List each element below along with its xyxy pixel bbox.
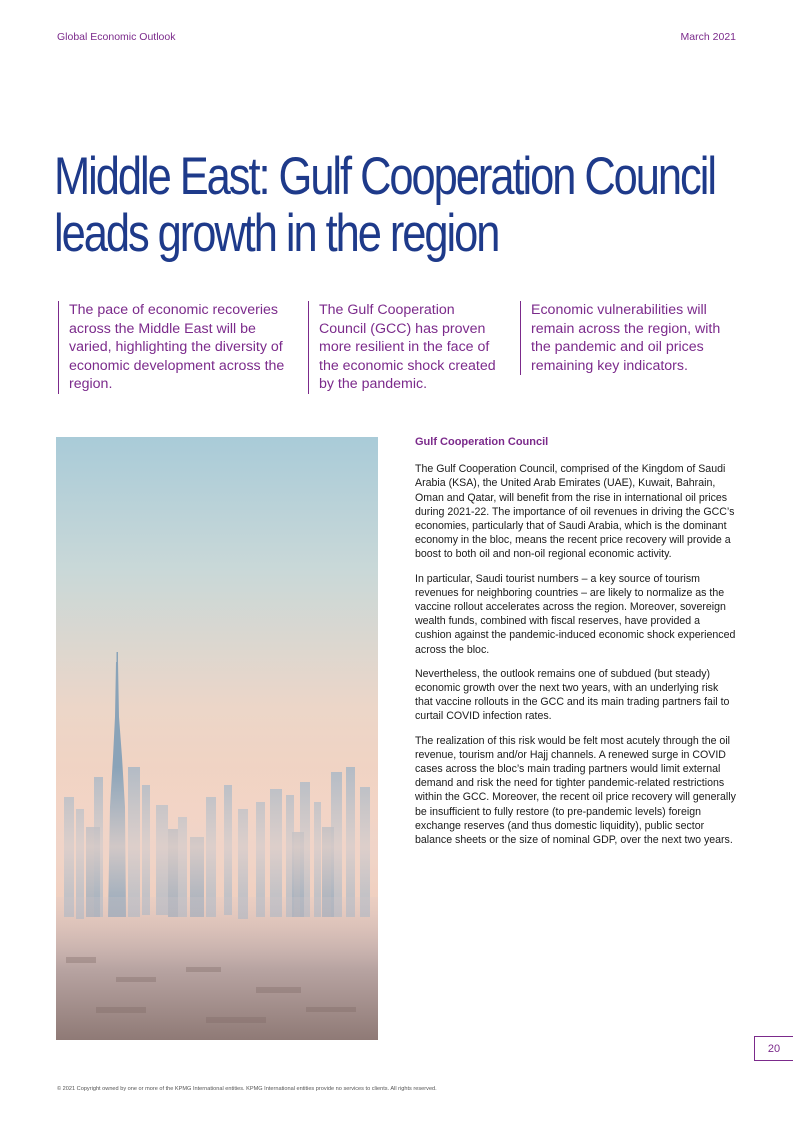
paragraph: Nevertheless, the outlook remains one of subdued (but steady) economic growth over the next two years, with an underlying risk that vaccine rollouts in the GCC and its main trading partners fail to curtail COVID infection rates. bbox=[415, 667, 730, 723]
callout-gcc-resilience: The Gulf Cooperation Council (GCC) has proven more resilient in the face of the economic shock created by the pandemic. bbox=[308, 301, 504, 394]
paragraph: The Gulf Cooperation Council, comprised of the Kingdom of Saudi Arabia (KSA), the United Arab Emirates (UAE), Kuwait, Bahrain, Oman and Qatar, will benefit from the rise in international oil prices during 2021-22. The importance of oil revenues in driving the GCC’s economies, particularly that of Saudi Arabia, which is the dominant economy in the bloc, means the recent price recovery will provide a boost to both oil and non-oil regional economic activity. bbox=[415, 463, 735, 561]
copyright-notice: © 2021 Copyright owned by one or more of the KPMG International entities. KPMG International entities provide no services to clients. All rights reserved. bbox=[57, 1086, 437, 1092]
section-heading: Gulf Cooperation Council bbox=[415, 436, 549, 448]
callout-vulnerabilities: Economic vulnerabilities will remain across the region, with the pandemic and oil prices remaining key indicators. bbox=[520, 301, 721, 375]
paragraph: In particular, Saudi tourist numbers – a key source of tourism revenues for neighboring countries – are likely to normalize as the vaccine rollout accelerates across the region. Moreover, sovereign wealth funds, combined with fiscal reserves, have provided a cushion against the pandemic-induced economic shock experienced across the bloc. bbox=[415, 572, 736, 656]
page-title-line-1: Middle East: Gulf Cooperation Council bbox=[54, 147, 715, 206]
article-body bbox=[415, 435, 737, 857]
header-date: March 2021 bbox=[680, 31, 736, 43]
paragraph: The realization of this risk would be felt most acutely through the oil revenue, tourism and/or Hajj channels. A renewed surge in COVID cases across the bloc’s main trading partners would limit external demand and risk the need for tighter pandemic-related restrictions within the GCC. Moreover, the recent oil price recovery will generally be insufficient to fully restore (to pre-pandemic levels) foreign exchange reserves (and thus domestic liquidity), public sector balance sheets or the size of nominal GDP, over the next two years. bbox=[415, 734, 736, 847]
page-number: 20 bbox=[754, 1036, 793, 1061]
page-title-line-2: leads growth in the region bbox=[54, 204, 499, 263]
header-publication-title: Global Economic Outlook bbox=[57, 31, 176, 43]
city-skyline-photo bbox=[56, 437, 378, 1040]
callout-recovery-pace: The pace of economic recoveries across the Middle East will be varied, highlighting the diversity of economic development across the region. bbox=[58, 301, 289, 394]
page-title bbox=[54, 147, 715, 263]
